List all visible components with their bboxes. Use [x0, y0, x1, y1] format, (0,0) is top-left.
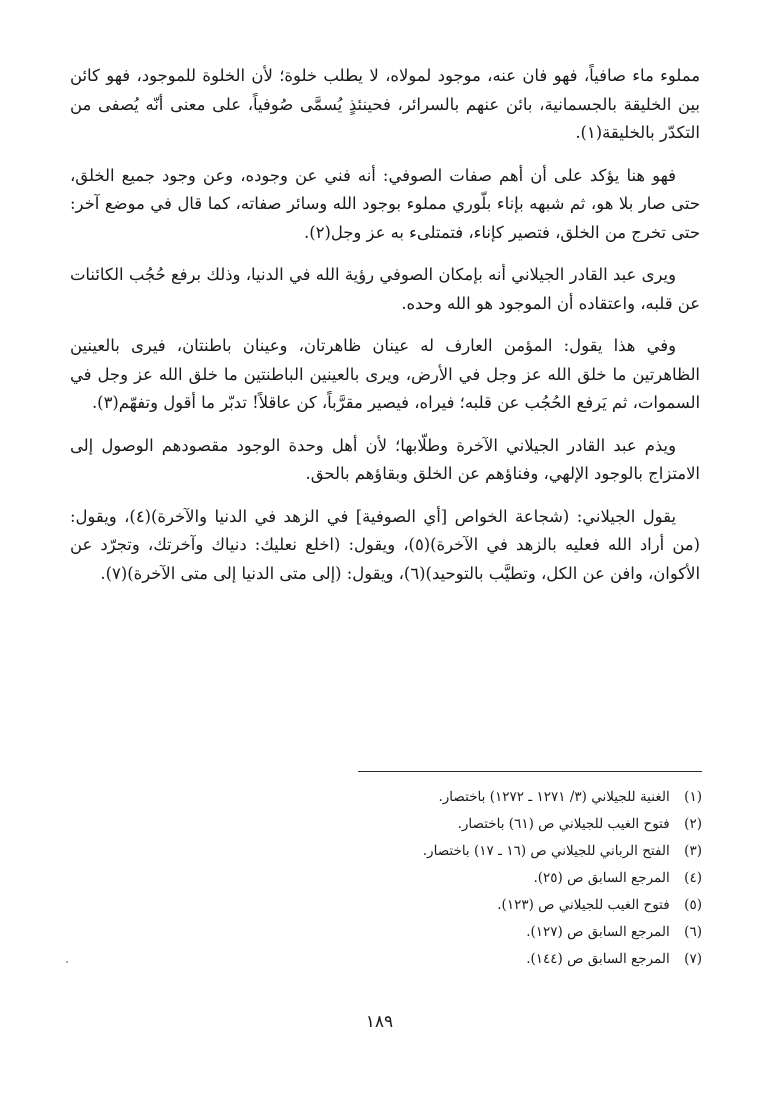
- footnote-text: المرجع السابق ص (٢٥).: [533, 870, 670, 886]
- page-number: ١٨٩: [365, 1012, 394, 1032]
- paragraph: ويرى عبد القادر الجيلاني أنه بإمكان الصوفي رؤية الله في الدنيا، وذلك برفع حُجُب الكائنات عن قلبه، واعتقاده أن الموجود هو الله وحده.: [70, 265, 700, 313]
- footnote-text: فتوح الغيب للجيلاني ص (١٢٣).: [497, 897, 670, 913]
- footnote-text: المرجع السابق ص (١٢٧).: [526, 924, 670, 940]
- paragraph: ويذم عبد القادر الجيلاني الآخرة وطلّابها؛ لأن أهل وحدة الوجود مقصودهم الوصول إلى الامتزاج بالوجود الإلهي، وفناؤهم عن الخلق وبقاؤهم بالحق.: [70, 435, 700, 483]
- footnote-text: الغنية للجيلاني (٣/ ١٢٧١ ـ ١٢٧٢) باختصار.: [438, 789, 670, 805]
- footnote-number: (٥): [684, 897, 702, 913]
- footnote-item: [70, 865, 702, 892]
- footnote-text: الفتح الرباني للجيلاني ص (١٦ ـ ١٧) باختصار.: [422, 843, 670, 859]
- scan-speck: [66, 961, 68, 963]
- footnote-item: [70, 946, 702, 973]
- footnote-number: (٣): [684, 843, 702, 859]
- main-text: [70, 62, 700, 588]
- footnote-number: (٧): [684, 951, 702, 967]
- footnote-text: فتوح الغيب للجيلاني ص (٦١) باختصار.: [457, 816, 670, 832]
- paragraph: فهو هنا يؤكد على أن أهم صفات الصوفي: أنه فني عن وجوده، وعن وجود جميع الخلق، حتى صار بلا هو، ثم شبهه بإناء بلّوري مملوء بوجود الله وسائر صفاته، كما قال في موضع آخر: حتى تخرج من الخلق، فتصير كإناء، فتمتلىء به عز وجل(٢).: [70, 165, 700, 242]
- paragraph: مملوء ماء صافياً، فهو فان عنه، موجود لمولاه، لا يطلب خلوة؛ لأن الخلوة للموجود، فهو كائن بين الخليقة بالجسمانية، بائن عنهم بالسرائر، فحينئذٍ يُسمَّى صُوفياً، على معنى أنّه يُصفى من التكدّر بالخليقة(١).: [70, 66, 700, 142]
- footnote-text: المرجع السابق ص (١٤٤).: [526, 951, 670, 967]
- footnote-divider: [358, 771, 702, 772]
- footnote-number: (٢): [684, 816, 702, 832]
- footnote-number: (٦): [684, 924, 702, 940]
- footnote-item: [70, 919, 702, 946]
- footnote-number: (١): [684, 789, 702, 805]
- footnotes: [70, 784, 702, 973]
- paragraph: يقول الجيلاني: (شجاعة الخواص [أي الصوفية] في الزهد في الدنيا والآخرة)(٤)، ويقول: (من أراد الله فعليه بالزهد في الآخرة)(٥)، ويقول: (اخلع نعليك: دنياك وآخرتك، وتجرّد عن الأكوان، وافن عن الكل، وتطيَّب بالتوحيد)(٦)، ويقول: (إلى متى الدنيا إلى متى الآخرة)(٧).: [70, 506, 700, 583]
- footnote-item: [70, 838, 702, 865]
- footnote-item: [70, 784, 702, 811]
- paragraph: وفي هذا يقول: المؤمن العارف له عينان ظاهرتان، وعينان باطنتان، فيرى بالعينين الظاهرتين ما خلق الله عز وجل في الأرض، ويرى بالعينين الباطنتين ما خلق الله عز وجل في السموات، ثم يَرفع الحُجُب عن قلبه؛ فيراه، فيصير مقرَّباً، كن عاقلاً! تدبّر ما أقول وتفهّم(٣).: [70, 336, 700, 412]
- footnote-item: [70, 811, 702, 838]
- footnote-number: (٤): [684, 870, 702, 886]
- footnote-item: [70, 892, 702, 919]
